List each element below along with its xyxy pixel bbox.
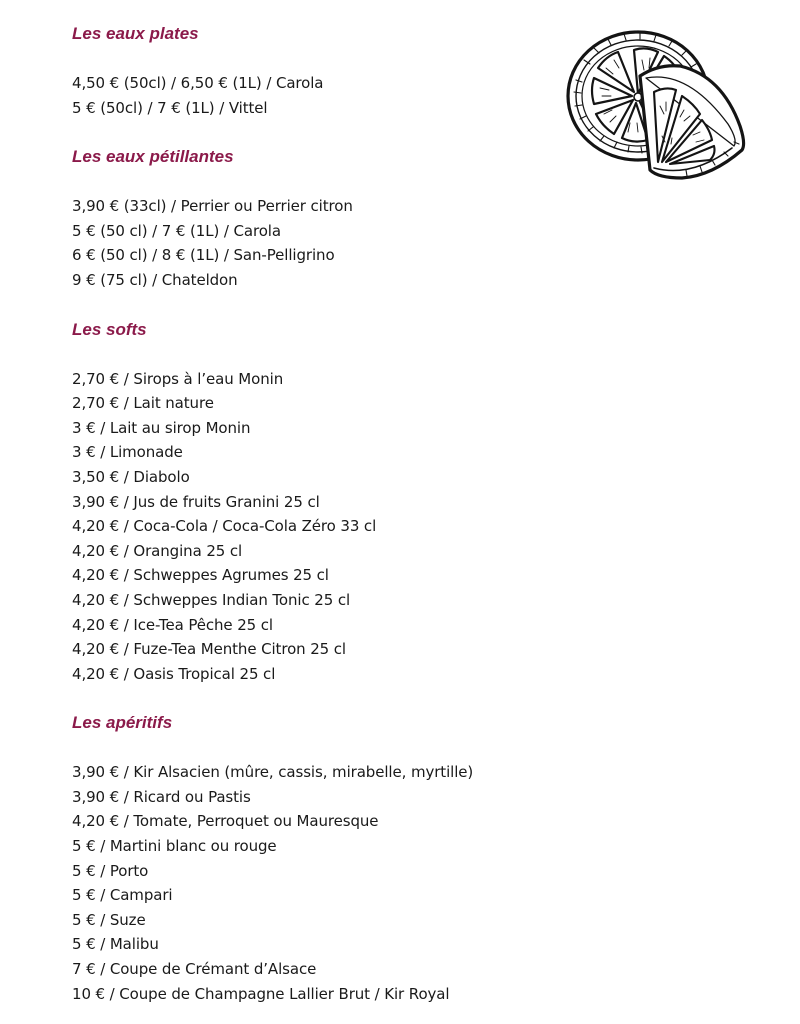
section-title: Les eaux pétillantes <box>72 147 234 167</box>
menu-item: 5 € / Suze <box>72 910 146 929</box>
menu-item: 3,90 € / Kir Alsacien (mûre, cassis, mirabelle, myrtille) <box>72 763 474 782</box>
menu-item: 2,70 € / Sirops à l’eau Monin <box>72 369 284 388</box>
menu-item: 4,20 € / Schweppes Agrumes 25 cl <box>72 566 329 585</box>
menu-item: 4,20 € / Schweppes Indian Tonic 25 cl <box>72 590 351 609</box>
drinks-menu <box>72 22 592 1006</box>
menu-item: 4,20 € / Ice-Tea Pêche 25 cl <box>72 615 273 634</box>
menu-item: 4,20 € / Orangina 25 cl <box>72 541 243 560</box>
menu-item: 5 € / Porto <box>72 861 149 880</box>
menu-item: 4,50 € (50cl) / 6,50 € (1L) / Carola <box>72 74 324 92</box>
item-list <box>72 760 592 1006</box>
menu-item: 4,20 € / Tomate, Perroquet ou Mauresque <box>72 812 379 831</box>
menu-item: 10 € / Coupe de Champagne Lallier Brut / Kir Royal <box>72 984 450 1003</box>
menu-item: 5 € / Malibu <box>72 935 159 954</box>
menu-item: 3 € / Lait au sirop Monin <box>72 418 251 437</box>
menu-item: 4,20 € / Coca-Cola / Coca-Cola Zéro 33 cl <box>72 517 377 536</box>
menu-item: 7 € / Coupe de Crémant d’Alsace <box>72 960 317 979</box>
item-list <box>72 194 592 292</box>
menu-item: 9 € (75 cl) / Chateldon <box>72 270 238 289</box>
section-aperitifs <box>72 711 592 1006</box>
section-title: Les apéritifs <box>72 713 173 733</box>
menu-item: 5 € / Campari <box>72 886 173 905</box>
menu-item: 2,70 € / Lait nature <box>72 394 214 413</box>
menu-item: 5 € / Martini blanc ou rouge <box>72 837 277 856</box>
menu-item: 5 € (50cl) / 7 € (1L) / Vittel <box>72 98 268 117</box>
section-eaux-plates <box>72 22 592 120</box>
section-eaux-petillantes <box>72 145 592 292</box>
menu-item: 4,20 € / Oasis Tropical 25 cl <box>72 664 276 683</box>
section-title: Les softs <box>72 319 147 339</box>
item-list <box>72 71 592 120</box>
menu-item: 3,90 € / Ricard ou Pastis <box>72 787 251 806</box>
menu-item: 3,90 € / Jus de fruits Granini 25 cl <box>72 492 320 511</box>
menu-item: 3 € / Limonade <box>72 443 183 462</box>
menu-item: 5 € (50 cl) / 7 € (1L) / Carola <box>72 221 281 240</box>
menu-item: 4,20 € / Fuze-Tea Menthe Citron 25 cl <box>72 640 346 659</box>
menu-item: 6 € (50 cl) / 8 € (1L) / San-Pelligrino <box>72 246 335 265</box>
menu-item: 3,50 € / Diabolo <box>72 467 190 486</box>
item-list <box>72 367 592 687</box>
section-title: Les eaux plates <box>72 24 199 43</box>
citrus-slices-icon <box>562 26 758 186</box>
menu-item: 3,90 € (33cl) / Perrier ou Perrier citron <box>72 197 353 216</box>
section-softs <box>72 318 592 687</box>
